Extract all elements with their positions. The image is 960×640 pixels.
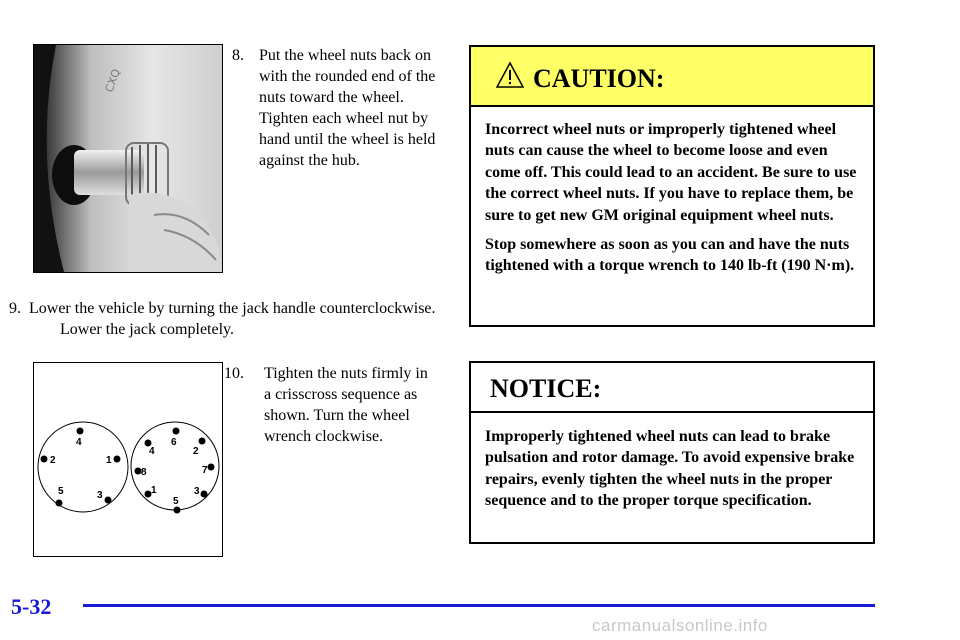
five-lug-wheel-outline [38,422,128,512]
step-8-number: 8. [232,47,244,64]
caution-body [485,119,863,285]
five-lug-label: 1 [106,455,112,466]
caution-title: CAUTION: [533,64,665,93]
eight-lug-label: 5 [173,496,179,507]
notice-header [471,363,873,413]
notice-body: Improperly tightened wheel nuts can lead to brake pulsation and rotor damage. To avoid expensive brake repairs, evenly tighten the wheel nuts in the proper sequence and to the proper torque specification. [485,428,855,510]
eight-lug-label: 7 [202,465,208,476]
eight-lug-label: 8 [141,467,147,478]
eight-lug-label: 1 [151,485,157,496]
five-lug-label: 5 [58,486,64,497]
step-8 [232,45,442,171]
lug-nut-sequence-diagram [33,362,223,557]
eight-lug-label: 2 [193,446,199,457]
five-lug-label: 3 [97,490,103,501]
page-number: 5-32 [11,594,52,619]
eight-lug-label: 3 [194,486,200,497]
five-lug-label: 4 [76,437,82,448]
caution-paragraph-2: Stop somewhere as soon as you can and have the nuts tightened with a torque wrench to 140 lb-ft (190 N·m). [485,236,855,275]
eight-lug-label: 6 [171,437,177,448]
warning-triangle-icon [495,61,525,89]
caution-paragraph-1: Incorrect wheel nuts or improperly tightened wheel nuts can cause the wheel to become loose and even come off. This could lead to an accident. Be sure to use the correct wheel nuts. If you have to replace them, be sure to get new GM original equipment wheel nuts. [485,121,857,224]
step-9-text: Lower the vehicle by turning the jack handle counterclockwise. Lower the jack completely. [29,300,436,338]
step-10 [224,363,434,447]
step-10-text: Tighten the nuts firmly in a crisscross sequence as shown. Turn the wheel wrench clockwise. [264,365,428,445]
step-10-number: 10. [224,365,244,382]
step-9 [9,298,449,340]
notice-title: NOTICE: [490,374,602,403]
watermark: carmanualsonline.info [592,616,768,635]
five-lug-label: 2 [50,455,56,466]
eight-lug-label: 4 [149,446,155,457]
footer-rule [83,604,875,607]
caution-box [469,45,875,327]
caution-header [471,47,873,107]
step-8-text: Put the wheel nuts back on with the rounded end of the nuts toward the wheel. Tighten each wheel nut by hand until the wheel is held against the hub. [259,47,436,169]
step-9-number: 9. [9,300,21,317]
notice-box [469,361,875,544]
wheel-nut-photo [33,44,223,273]
svg-text:CXQ: CXQ [102,67,123,95]
